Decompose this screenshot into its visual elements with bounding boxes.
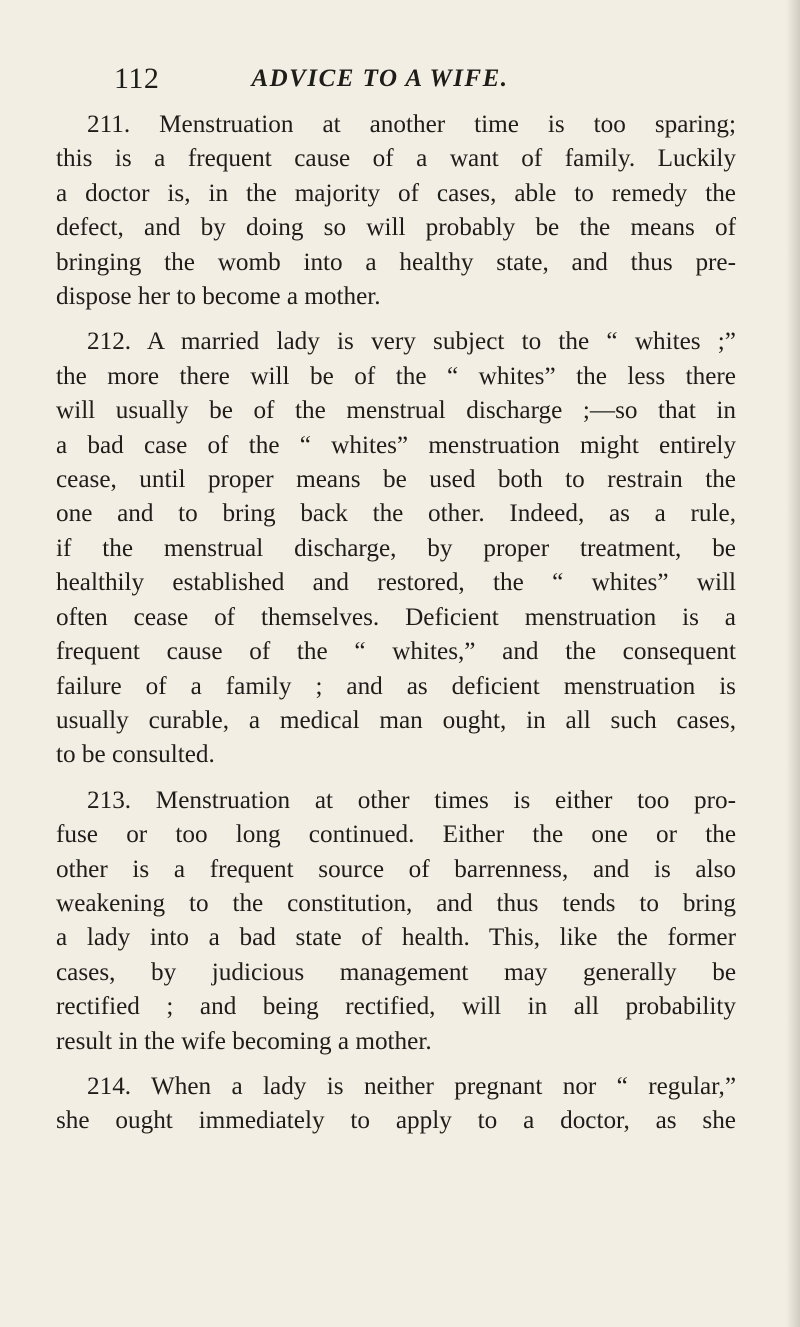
text-line: cease, until proper means be used both to restrain the bbox=[56, 466, 736, 494]
text-line: if the menstrual discharge, by proper treatment, be bbox=[56, 534, 736, 562]
text-line: often cease of themselves. Deficient menstruation is a bbox=[56, 603, 736, 631]
page-header bbox=[100, 56, 660, 96]
text-line: will usually be of the menstrual discharge ;—so that in bbox=[56, 397, 736, 425]
text-line: fuse or too long continued. Either the one or the bbox=[56, 821, 736, 849]
text-line: 212. A married lady is very subject to the “ whites ;” bbox=[87, 328, 736, 356]
page-edge-shadow bbox=[786, 0, 800, 1327]
paragraph-213 bbox=[56, 784, 736, 1059]
text-line: result in the wife becoming a mother. bbox=[56, 1027, 432, 1055]
text-line: a bad case of the “ whites” menstruation might entirely bbox=[56, 431, 736, 459]
page-number: 112 bbox=[114, 62, 160, 95]
text-line: 213. Menstruation at other times is either too pro- bbox=[87, 786, 736, 814]
text-line: weakening to the constitution, and thus tends to bring bbox=[56, 889, 736, 917]
body-text bbox=[56, 108, 736, 1150]
text-line: dispose her to become a mother. bbox=[56, 283, 381, 311]
text-line: healthily established and restored, the “ whites” will bbox=[56, 569, 736, 597]
text-line: a lady into a bad state of health. This, like the former bbox=[56, 924, 736, 952]
text-line: 211. Menstruation at another time is too sparing; bbox=[87, 111, 736, 138]
text-line: other is a frequent source of barrenness, and is also bbox=[56, 855, 736, 883]
text-line: a doctor is, in the majority of cases, able to remedy the bbox=[56, 179, 736, 207]
running-title: ADVICE TO A WIFE. bbox=[251, 65, 509, 92]
paragraph-212 bbox=[56, 325, 736, 772]
text-line: rectified ; and being rectified, will in all probability bbox=[56, 993, 736, 1021]
text-line: defect, and by doing so will probably be the means of bbox=[56, 214, 736, 242]
text-line: usually curable, a medical man ought, in all such cases, bbox=[56, 706, 736, 734]
text-line: failure of a family ; and as deficient menstruation is bbox=[56, 672, 736, 700]
text-line: one and to bring back the other. Indeed, as a rule, bbox=[56, 500, 736, 528]
text-line: this is a frequent cause of a want of family. Luckily bbox=[56, 145, 736, 173]
text-line: she ought immediately to apply to a doctor, as she bbox=[56, 1107, 736, 1135]
text-line: cases, by judicious management may generally be bbox=[56, 958, 736, 986]
text-line: to be consulted. bbox=[56, 741, 215, 769]
paragraph-214 bbox=[56, 1070, 736, 1139]
text-line: frequent cause of the “ whites,” and the consequent bbox=[56, 638, 736, 666]
paragraph-211 bbox=[56, 108, 736, 314]
text-line: the more there will be of the “ whites” the less there bbox=[56, 362, 736, 390]
text-line: 214. When a lady is neither pregnant nor “ regular,” bbox=[87, 1072, 736, 1100]
text-line: bringing the womb into a healthy state, and thus pre- bbox=[56, 248, 736, 276]
